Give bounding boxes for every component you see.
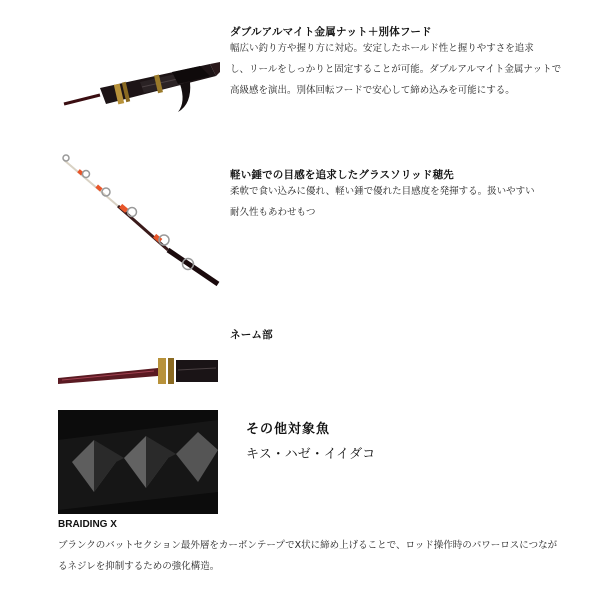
section-1-heading: ダブルアルマイト金属ナット＋別体フード: [230, 26, 432, 38]
other-target-fish-title: その他対象魚: [246, 422, 331, 437]
braiding-x-line: るネジレを抑制するための強化構造。: [58, 561, 220, 572]
other-target-fish-list: キス・ハゼ・イイダコ: [246, 447, 376, 462]
braiding-x-body: [58, 535, 557, 577]
section-1-line: 高級感を演出。別体回転フードで安心して締め込みを可能にする。: [230, 85, 515, 96]
section-1-body: [230, 38, 561, 101]
section-2-line: 柔軟で食い込みに優れ、軽い錘で優れた目感度を発揮する。扱いやすい: [230, 186, 535, 197]
section-2-body: [230, 181, 535, 223]
name-section-image: [58, 350, 220, 390]
section-1-line: し、リールをしっかりと固定することが可能。ダブルアルマイト金属ナットで: [230, 64, 562, 75]
section-2-line: 耐久性もあわせもつ: [230, 207, 316, 218]
braiding-x-label: BRAIDING X: [58, 519, 117, 530]
reel-seat-image: [60, 32, 220, 122]
solid-tip-image: [58, 152, 220, 287]
braiding-x-image: [58, 410, 218, 514]
section-3-heading: ネーム部: [230, 329, 273, 341]
section-2-heading: 軽い錘での目感を追求したグラスソリッド穂先: [230, 169, 454, 181]
braiding-x-line: ブランクのバットセクション最外層をカーボンテープでX状に締め上げることで、ロッド操作時のパワーロスにつなが: [58, 540, 558, 551]
section-1-line: 幅広い釣り方や握り方に対応。安定したホールド性と握りやすさを追求: [230, 43, 534, 54]
